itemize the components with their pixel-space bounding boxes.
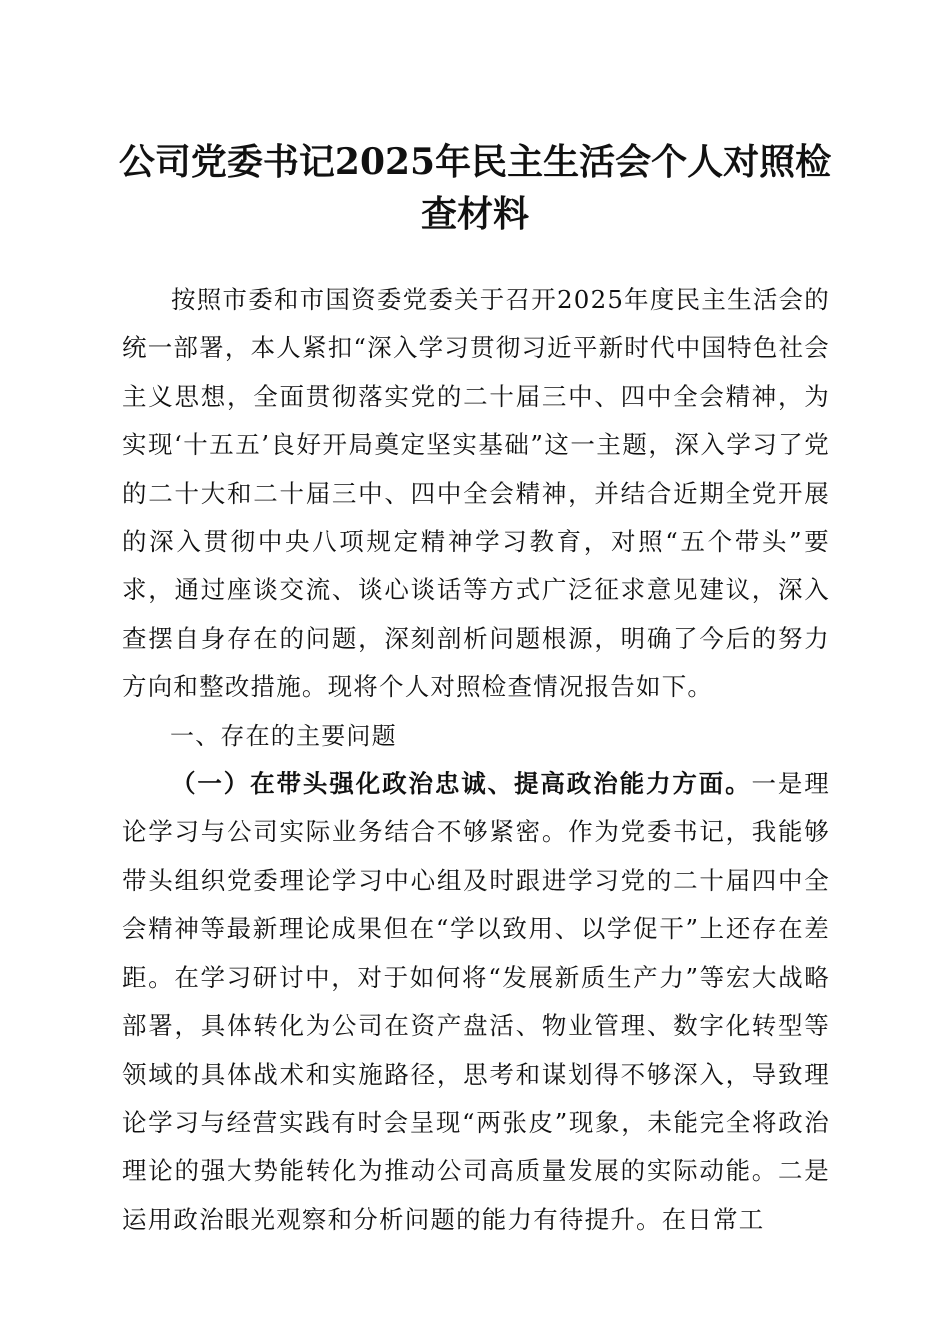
subsection-text: 一是理论学习与公司实际业务结合不够紧密。作为党委书记，我能够带头组织党委理论学习中心组及时跟进学习党的二十届四中全会精神等最新理论成果但在“学以致用、以学促干”上还存在差距。在学习研讨中，对于如何将“发展新质生产力”等宏大战略部署，具体转化为公司在资产盘活、物业管理、数字化转型等领域的具体战术和实施路径，思考和谋划得不够深入，导致理论学习与经营实践有时会呈现“两张皮”现象，未能完全将政治理论的强大势能转化为推动公司高质量发展的实际动能。二是运用政治眼光观察和分析问题的能力有待提升。在日常工 <box>122 769 830 1234</box>
subsection-paragraph-political-loyalty <box>122 760 830 1244</box>
intro-paragraph: 按照市委和市国资委党委关于召开2025年度民主生活会的统一部署，本人紧扣“深入学习贯彻习近平新时代中国特色社会主义思想，全面贯彻落实党的二十届三中、四中全会精神，为实现‘十五五’良好开局奠定坚实基础”这一主题，深入学习了党的二十大和二十届三中、四中全会精神，并结合近期全党开展的深入贯彻中央八项规定精神学习教育，对照“五个带头”要求，通过座谈交流、谈心谈话等方式广泛征求意见建议，深入查摆自身存在的问题，深刻剖析问题根源，明确了今后的努力方向和整改措施。现将个人对照检查情况报告如下。 <box>122 285 830 702</box>
section-heading-problems: 一、存在的主要问题 <box>170 721 397 750</box>
document-title: 公司党委书记2025年民主生活会个人对照检查材料 <box>118 141 832 235</box>
document-body <box>122 276 830 1244</box>
subsection-heading: （一）在带头强化政治忠诚、提高政治能力方面。 <box>171 769 752 799</box>
